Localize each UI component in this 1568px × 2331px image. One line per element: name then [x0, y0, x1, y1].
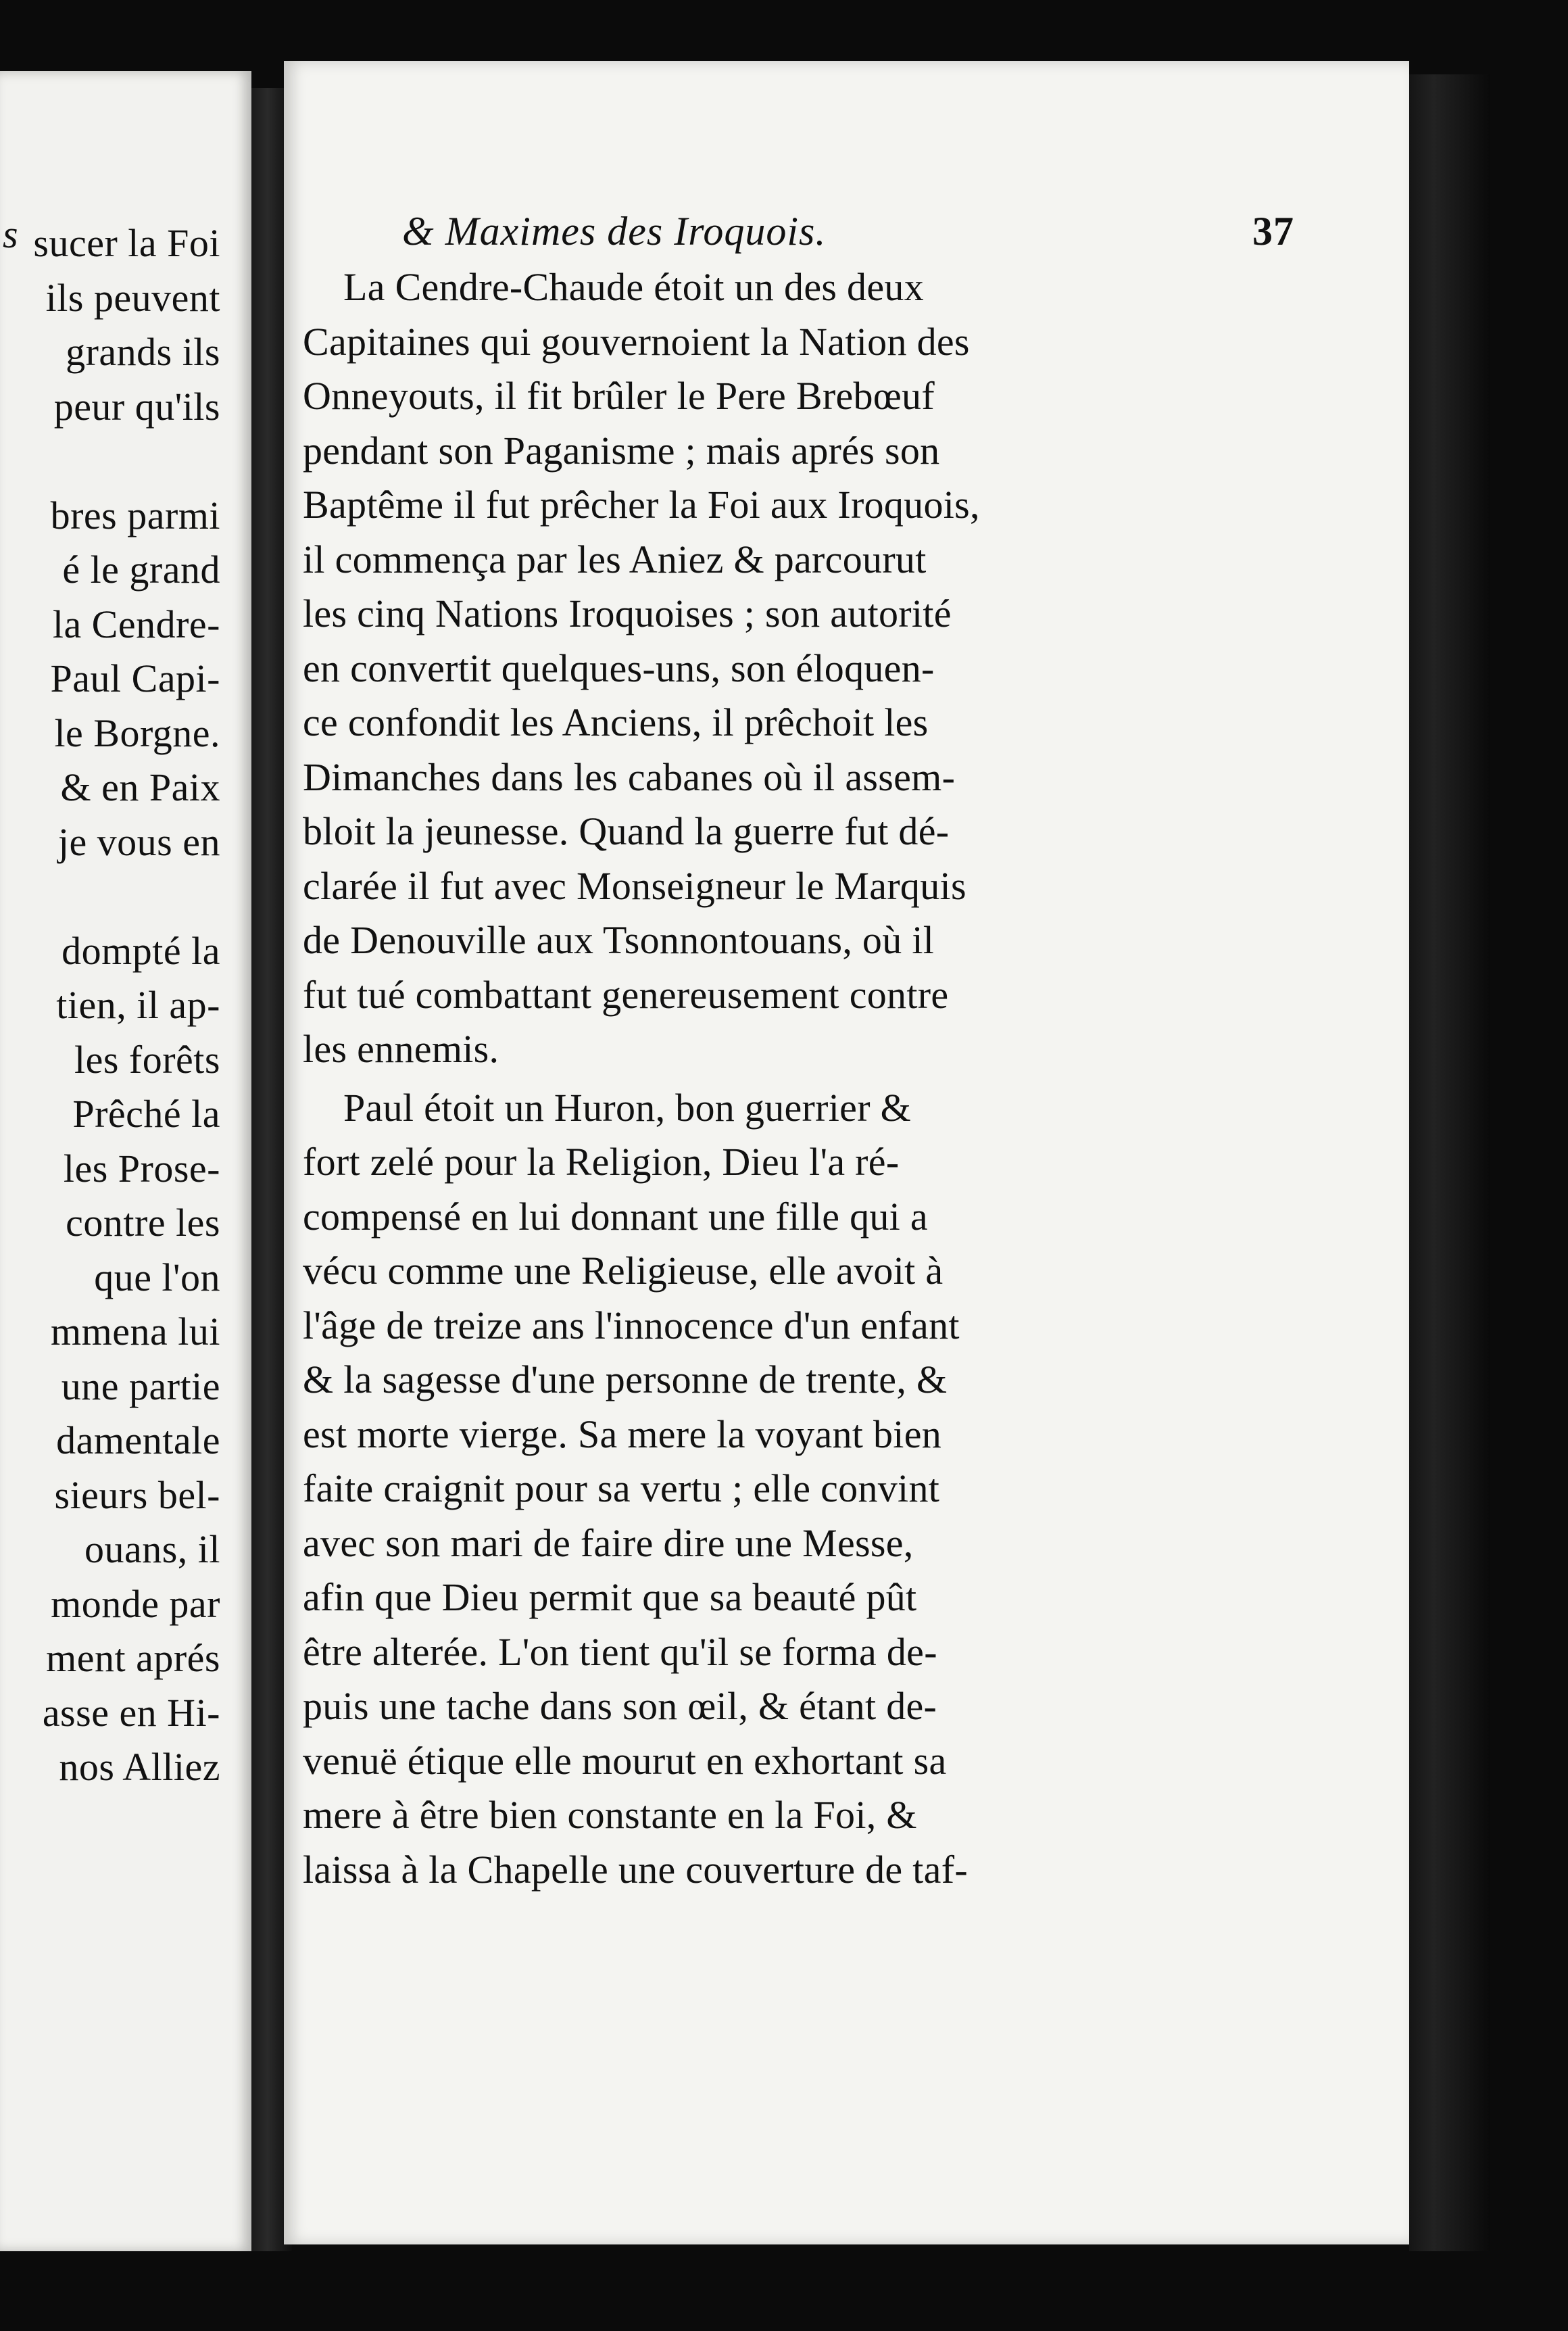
text-line: les Prose- — [63, 1146, 220, 1191]
text-line: clarée il fut avec Monseigneur le Marquis — [303, 863, 966, 908]
text-line: Paul étoit un Huron, bon guerrier & — [343, 1085, 912, 1130]
text-line: fort zelé pour la Religion, Dieu l'a ré- — [303, 1140, 900, 1184]
text-line: l'âge de treize ans l'innocence d'un enfant — [303, 1303, 960, 1347]
text-line: monde par — [51, 1581, 220, 1626]
text-line: puis une tache dans son œil, & étant de- — [303, 1684, 937, 1728]
text-line: bres parmi — [50, 493, 220, 537]
text-line: Baptême il fut prêcher la Foi aux Iroquois, — [303, 483, 980, 527]
text-line: peur qu'ils — [53, 384, 220, 429]
text-line: une partie — [61, 1364, 220, 1408]
text-line: vécu comme une Religieuse, elle avoit à — [303, 1249, 944, 1293]
page-number: 37 — [1252, 209, 1294, 254]
running-title: & Maximes des Iroquois. — [402, 209, 827, 254]
text-line: dompté la — [62, 928, 220, 973]
page-body-text — [284, 61, 1409, 2244]
text-line: ment aprés — [46, 1636, 220, 1680]
text-line: ils peuvent — [45, 275, 220, 320]
text-line: afin que Dieu permit que sa beauté pût — [303, 1575, 917, 1619]
current-page — [284, 61, 1409, 2244]
text-line: être alterée. L'on tient qu'il se forma de- — [303, 1629, 937, 1674]
text-line: La Cendre-Chaude étoit un des deux — [343, 265, 924, 309]
text-line: mere à être bien constante en la Foi, & — [303, 1793, 917, 1837]
text-line: ce confondit les Anciens, il prêchoit les — [303, 700, 929, 744]
text-line: & en Paix — [60, 765, 220, 809]
previous-page — [0, 71, 251, 2251]
text-line: je vous en — [57, 819, 220, 864]
text-line: grands ils — [66, 330, 220, 374]
text-line: compensé en lui donnant une fille qui a — [303, 1194, 928, 1239]
text-line: les ennemis. — [303, 1027, 499, 1071]
text-line: avec son mari de faire dire une Messe, — [303, 1520, 914, 1565]
text-line: est morte vierge. Sa mere la voyant bien — [303, 1412, 942, 1456]
text-line: il commença par les Aniez & parcourut — [303, 537, 927, 581]
text-line: Dimanches dans les cabanes où il assem- — [303, 754, 956, 799]
text-line: Prêché la — [72, 1092, 220, 1136]
text-line: damentale — [56, 1418, 220, 1462]
text-line: fut tué combattant genereusement contre — [303, 972, 949, 1017]
page-edges — [1409, 74, 1490, 2251]
text-line: laissa à la Chapelle une couverture de taf- — [303, 1847, 968, 1892]
text-line: en convertit quelques-uns, son éloquen- — [303, 646, 935, 690]
text-line: é le grand — [62, 548, 220, 592]
text-line: que l'on — [94, 1255, 220, 1299]
text-line: venuë étique elle mourut en exhortant sa — [303, 1738, 947, 1783]
text-line: la Cendre- — [52, 602, 220, 646]
text-line: pendant son Paganisme ; mais aprés son — [303, 428, 940, 473]
text-line: Capitaines qui gouvernoient la Nation des — [303, 319, 970, 364]
text-line: les forêts — [74, 1037, 220, 1082]
text-line: faite craignit pour sa vertu ; elle convint — [303, 1466, 940, 1510]
text-line: le Borgne. — [54, 711, 220, 755]
text-line: nos Alliez — [59, 1745, 220, 1789]
text-line: ouans, il — [84, 1527, 220, 1571]
text-line: bloit la jeunesse. Quand la guerre fut dé- — [303, 809, 950, 853]
previous-page-running-head: s — [3, 212, 18, 256]
text-line: sieurs bel- — [54, 1472, 220, 1517]
text-line: tien, il ap- — [56, 983, 220, 1027]
text-line: contre les — [66, 1201, 220, 1245]
text-line: sucer la Foi — [33, 221, 220, 265]
text-line: Paul Capi- — [50, 656, 220, 700]
text-line: & la sagesse d'une personne de trente, & — [303, 1357, 948, 1401]
text-line: mmena lui — [51, 1309, 220, 1353]
text-line: de Denouville aux Tsonnontouans, où il — [303, 918, 935, 962]
text-line: asse en Hi- — [42, 1690, 220, 1735]
text-line: Onneyouts, il fit brûler le Pere Brebœuf — [303, 374, 935, 418]
text-line: les cinq Nations Iroquoises ; son autorité — [303, 592, 952, 635]
